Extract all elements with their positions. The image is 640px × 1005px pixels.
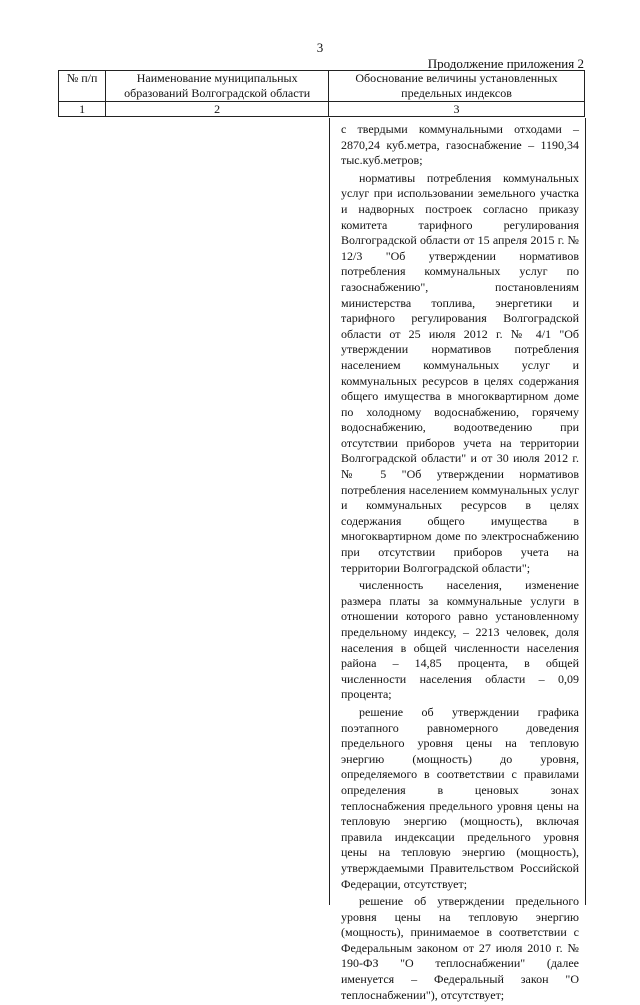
appendix-continuation-label: Продолжение приложения 2 xyxy=(427,56,584,71)
header-num-3: 3 xyxy=(329,102,585,117)
paragraph: решение об утверждении графика поэтапного равномерного доведения предельного уровня цены на тепловую энергию (мощность) до уровня, определяемого в соответствии с правилами определения в ценовых зонах теплоснабжения предельного уровня цены на тепловую энергию (мощность), включая правила индексации предельного уровня цены на тепловую энергию (мощность), утверждаемыми Правительством Российской Федерации, отсутствует; xyxy=(341,704,579,891)
table-header xyxy=(58,70,585,117)
column-divider-left xyxy=(329,118,330,905)
paragraph: решение об утверждении предельного уровня цены на тепловую энергию (мощность), принимаемое в соответствии с Федеральным законом от 27 июля 2010 г. № 190-ФЗ "О теплоснабжении" (далее именуется – Федеральный закон "О теплоснабжении"), отсутствует; xyxy=(341,894,579,1002)
paragraph: с твердыми коммунальными отходами – 2870,24 куб.метра, газоснабжение – 1190,34 тыс.куб.метров; xyxy=(341,122,579,168)
header-col-number: № п/п xyxy=(59,71,106,102)
header-num-1: 1 xyxy=(59,102,106,117)
paragraph: численность населения, изменение размера платы за коммунальные услуги в отношении которого равно установленному предельному индексу, – 2213 человек, доля населения в общей численности населения района – 14,85 процента, в общей численности населения области – 0,09 процента; xyxy=(341,578,579,702)
column-divider-right xyxy=(585,118,586,905)
header-col-justification: Обоснование величины установленных предельных индексов xyxy=(329,71,585,102)
justification-column-text xyxy=(341,122,579,1005)
header-col-municipality: Наименование муниципальных образований Волгоградской области xyxy=(106,71,329,102)
header-num-2: 2 xyxy=(106,102,329,117)
page-number: 3 xyxy=(316,40,324,55)
paragraph: нормативы потребления коммунальных услуг при использовании земельного участка и надворных построек согласно приказу комитета тарифного регулирования Волгоградской области от 15 апреля 2015 г. № 12/3 "Об утверждении нормативов потребления коммунальных услуг по газоснабжению", постановлениям министерства топлива, энергетики и тарифного регулирования Волгоградской области от 25 июля 2012 г. № 4/1 "Об утверждении нормативов потребления населением коммунальных услуг и коммунальных ресурсов в целях содержания общего имущества в многоквартирном доме по холодному водоснабжению, горячему водоснабжению, водоотведению при отсутствии приборов учета на территории Волгоградской области" и от 30 июля 2012 г. № 5 "Об утверждении нормативов потребления населением коммунальных услуг и коммунальных ресурсов в целях содержания общего имущества в многоквартирном доме по электроснабжению при отсутствии приборов учета на территории Волгоградской области"; xyxy=(341,170,579,575)
